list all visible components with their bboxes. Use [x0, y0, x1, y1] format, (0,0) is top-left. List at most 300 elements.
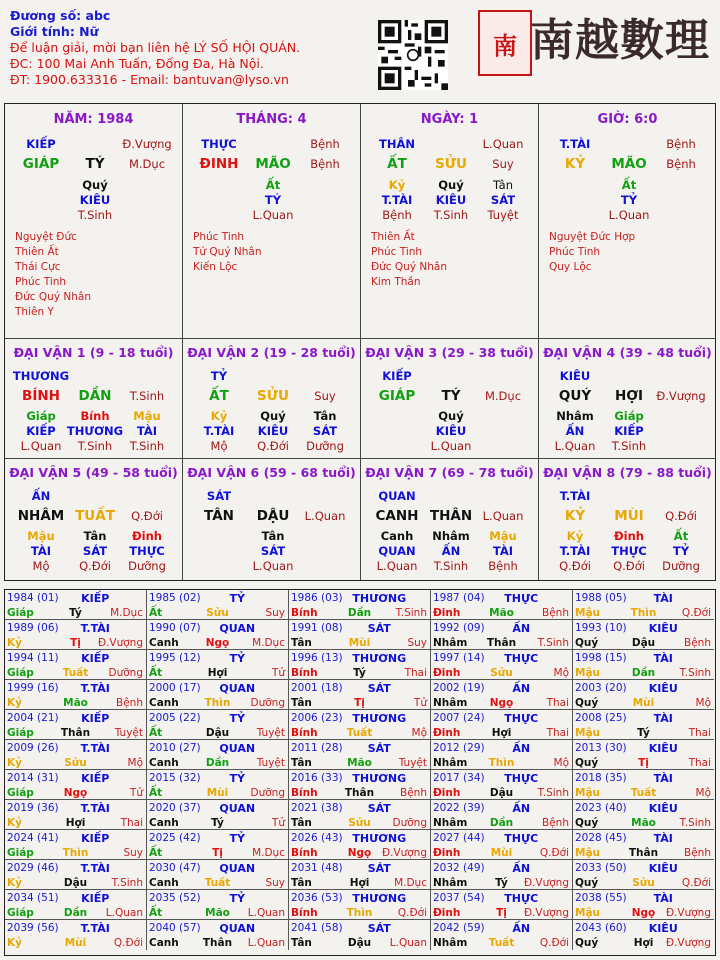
luu-nien-year: 2035 (52): [149, 892, 201, 904]
luu-nien-branch: Tý: [353, 667, 366, 679]
luu-nien-state: T.Sinh: [395, 607, 427, 619]
luu-nien-state: L.Quan: [247, 937, 285, 949]
luu-nien-cell: [147, 590, 289, 620]
luu-nien-cell: [573, 740, 714, 770]
luu-nien-thap-than: ẤN: [512, 742, 531, 755]
luu-nien-branch: Mùi: [64, 937, 87, 949]
hidden-stem: Tân: [492, 178, 514, 192]
luu-nien-cell: [147, 650, 289, 680]
luu-nien-cell: [5, 650, 147, 680]
hidden-thap-than: ẤN: [441, 544, 461, 558]
hidden-thap-than: T.TÀI: [381, 193, 413, 207]
hidden-state: Q.Đới: [79, 559, 111, 573]
pillar-truong-sinh: Bệnh: [666, 137, 696, 151]
hidden-thap-than: SÁT: [312, 424, 338, 438]
luu-nien-year: 2003 (20): [575, 682, 627, 694]
luu-nien-branch: Hợi: [491, 727, 512, 739]
luu-nien-cell: [5, 590, 147, 620]
luu-nien-year: 1995 (12): [149, 652, 201, 664]
luu-nien-cell: [5, 770, 147, 800]
luu-nien-cell: [147, 770, 289, 800]
hidden-stem: Kỷ: [388, 178, 406, 192]
luu-nien-stem: Kỷ: [7, 817, 22, 829]
pillar-branch-state: Bệnh: [310, 157, 340, 171]
luu-nien-year: 2022 (39): [433, 802, 485, 814]
luu-nien-branch: Tị: [496, 907, 507, 919]
luu-nien-branch: Tị: [638, 757, 649, 769]
hidden-state: Mộ: [210, 439, 228, 453]
hidden-thap-than: SÁT: [82, 544, 108, 558]
luu-nien-branch: Mão: [205, 907, 230, 919]
luu-nien-cell: [431, 740, 573, 770]
luu-nien-stem: Đinh: [433, 667, 461, 679]
luu-nien-thap-than: TÀI: [653, 892, 673, 905]
luu-nien-stem: Canh: [149, 757, 179, 769]
luu-nien-stem: Giáp: [7, 607, 34, 619]
bazi-grid: [4, 103, 716, 581]
luu-nien-cell: [573, 800, 714, 830]
luu-nien-branch: Thìn: [346, 907, 373, 919]
hidden-stem: Tân: [313, 409, 337, 423]
qr-code-icon: [378, 20, 448, 90]
hidden-state: Bệnh: [488, 559, 518, 573]
luu-nien-branch: Tuất: [630, 787, 657, 799]
luu-nien-year: 2034 (51): [7, 892, 59, 904]
luu-nien-year: 2009 (26): [7, 742, 59, 754]
luu-nien-year: 2010 (27): [149, 742, 201, 754]
luu-nien-thap-than: ẤN: [512, 682, 531, 695]
luu-nien-branch: Sửu: [348, 817, 371, 829]
luu-nien-thap-than: KIẾP: [81, 832, 110, 845]
luu-nien-branch: Dần: [63, 907, 88, 919]
luu-nien-year: 2036 (53): [291, 892, 343, 904]
hidden-state: Bệnh: [382, 208, 412, 222]
luu-nien-year: 2029 (46): [7, 862, 59, 874]
luu-nien-year: 1984 (01): [7, 592, 59, 604]
luu-nien-thap-than: THƯƠNG: [352, 772, 407, 785]
luu-nien-stem: Nhâm: [433, 937, 468, 949]
hidden-stem: Quý: [438, 409, 464, 423]
luu-nien-thap-than: TỶ: [229, 712, 245, 725]
dai-van-stem: BÍNH: [22, 388, 60, 404]
luu-nien-year: 2016 (33): [291, 772, 343, 784]
dai-van-thap-than: KIÊU: [559, 369, 591, 383]
luu-nien-stem: Ất: [149, 667, 163, 679]
pillar-title: GIỜ: 6:0: [597, 112, 658, 127]
luu-nien-year: 1993 (10): [575, 622, 627, 634]
hidden-state: L.Quan: [252, 559, 294, 573]
dai-van-thap-than: THƯƠNG: [12, 369, 70, 383]
luu-nien-state: M.Dục: [252, 847, 285, 859]
luu-nien-stem: Canh: [149, 877, 179, 889]
luu-nien-year: 2014 (31): [7, 772, 59, 784]
luu-nien-stem: Tân: [291, 697, 312, 709]
luu-nien-year: 2042 (59): [433, 922, 485, 934]
hidden-thap-than: TÀI: [136, 424, 158, 438]
luu-nien-year: 1996 (13): [291, 652, 343, 664]
luu-nien-stem: Canh: [149, 937, 179, 949]
luu-nien-branch: Tị: [212, 847, 223, 859]
luu-nien-thap-than: KIẾP: [81, 772, 110, 785]
luu-nien-stem: Quý: [575, 757, 599, 769]
hidden-state: L.Quan: [376, 559, 418, 573]
hidden-thap-than: SÁT: [490, 193, 516, 207]
luu-nien-branch: Dần: [631, 667, 656, 679]
luu-nien-thap-than: SÁT: [367, 682, 391, 695]
luu-nien-year: 2020 (37): [149, 802, 201, 814]
luu-nien-state: Đ.Vượng: [665, 937, 711, 949]
hidden-thap-than: TỶ: [620, 193, 638, 207]
luu-nien-table: [4, 589, 716, 956]
luu-nien-branch: Mão: [489, 607, 514, 619]
luu-nien-branch: Dần: [205, 757, 230, 769]
hidden-state: L.Quan: [554, 439, 596, 453]
star-item: Thiên Ất: [15, 246, 59, 258]
hidden-state: L.Quan: [252, 208, 294, 222]
luu-nien-year: 2000 (17): [149, 682, 201, 694]
luu-nien-branch: Tuất: [488, 937, 515, 949]
luu-nien-stem: Ất: [149, 847, 163, 859]
luu-nien-stem: Đinh: [433, 607, 461, 619]
luu-nien-stem: Bính: [291, 727, 318, 739]
dai-van-state: M.Dục: [484, 389, 522, 403]
luu-nien-stem: Nhâm: [433, 877, 468, 889]
luu-nien-year: 1999 (16): [7, 682, 59, 694]
luu-nien-thap-than: TÀI: [653, 832, 673, 845]
luu-nien-stem: Canh: [149, 637, 179, 649]
star-item: Thái Cực: [15, 261, 61, 273]
pillar-branch: MÃO: [255, 156, 291, 172]
luu-nien-stem: Mậu: [575, 607, 601, 619]
star-item: Kiến Lộc: [193, 261, 238, 273]
luu-nien-year: 2031 (48): [291, 862, 343, 874]
luu-nien-cell: [431, 890, 573, 920]
luu-nien-cell: [5, 680, 147, 710]
luu-nien-state: Thai: [404, 667, 427, 679]
luu-nien-cell: [431, 710, 573, 740]
pillar-branch: TÝ: [85, 156, 105, 172]
hidden-stem: Mậu: [27, 529, 55, 543]
dai-van-thap-than: TỶ: [210, 369, 228, 383]
luu-nien-state: Tuyệt: [398, 757, 427, 769]
hidden-thap-than: THỰC: [129, 544, 165, 558]
luu-nien-cell: [289, 800, 431, 830]
pillar-truong-sinh: L.Quan: [482, 137, 524, 151]
luu-nien-state: Mộ: [411, 727, 427, 739]
luu-nien-stem: Kỷ: [7, 757, 22, 769]
hidden-stem: Nhâm: [556, 409, 594, 423]
luu-nien-year: 2023 (40): [575, 802, 627, 814]
hidden-stem: Đinh: [132, 529, 162, 543]
luu-nien-stem: Nhâm: [433, 817, 468, 829]
star-item: Kim Thần: [371, 276, 421, 288]
luu-nien-thap-than: THỰC: [504, 772, 539, 785]
dai-van-state: Q.Đới: [131, 509, 163, 523]
luu-nien-state: Suy: [123, 847, 143, 859]
luu-nien-year: 2006 (23): [291, 712, 343, 724]
luu-nien-thap-than: ẤN: [512, 622, 531, 635]
luu-nien-thap-than: KIÊU: [648, 922, 678, 935]
luu-nien-state: Q.Đới: [539, 847, 569, 859]
luu-nien-cell: [431, 860, 573, 890]
luu-nien-stem: Tân: [291, 817, 312, 829]
luu-nien-stem: Mậu: [575, 727, 601, 739]
luu-nien-stem: Kỷ: [7, 697, 22, 709]
hidden-stem: Quý: [82, 178, 108, 192]
star-item: Tứ Quý Nhân: [193, 246, 262, 258]
luu-nien-thap-than: TỶ: [229, 592, 245, 605]
hidden-thap-than: ẤN: [565, 424, 585, 438]
dai-van-branch: MÙI: [614, 508, 644, 524]
dai-van-branch: DẬU: [256, 508, 290, 524]
luu-nien-stem: Ất: [149, 607, 163, 619]
luu-nien-year: 2037 (54): [433, 892, 485, 904]
luu-nien-state: L.Quan: [389, 937, 427, 949]
pillar-stem: ĐINH: [199, 156, 239, 172]
luu-nien-branch: Dậu: [63, 877, 88, 889]
luu-nien-branch: Sửu: [206, 607, 229, 619]
luu-nien-state: Tử: [413, 697, 427, 709]
luu-nien-thap-than: THƯƠNG: [352, 592, 407, 605]
pillar-title: THÁNG: 4: [236, 112, 307, 127]
luu-nien-thap-than: T.TÀI: [80, 922, 110, 935]
luu-nien-stem: Bính: [291, 667, 318, 679]
luu-nien-branch: Thìn: [630, 607, 657, 619]
luu-nien-state: Bệnh: [684, 847, 711, 859]
luu-nien-thap-than: T.TÀI: [80, 622, 110, 635]
luu-nien-state: Mộ: [695, 787, 711, 799]
luu-nien-year: 2011 (28): [291, 742, 343, 754]
luu-nien-state: Thai: [546, 697, 569, 709]
luu-nien-state: M.Dục: [252, 637, 285, 649]
luu-nien-state: Mộ: [127, 757, 143, 769]
dai-van-cell: [5, 339, 183, 459]
luu-nien-thap-than: T.TÀI: [80, 682, 110, 695]
luu-nien-branch: Sửu: [632, 877, 655, 889]
dai-van-title: ĐẠI VẬN 2 (19 - 28 tuổi): [187, 345, 356, 360]
luu-nien-state: M.Dục: [394, 877, 427, 889]
pillar-day: [361, 104, 539, 339]
hidden-state: T.Sinh: [433, 559, 469, 573]
luu-nien-branch: Mão: [347, 757, 372, 769]
dai-van-cell: [539, 339, 716, 459]
luu-nien-stem: Đinh: [433, 787, 461, 799]
luu-nien-cell: [289, 920, 431, 950]
luu-nien-year: 2025 (42): [149, 832, 201, 844]
hidden-stem: Canh: [380, 529, 414, 543]
luu-nien-state: Thai: [688, 757, 711, 769]
luu-nien-cell: [573, 890, 714, 920]
luu-nien-year: 2002 (19): [433, 682, 485, 694]
luu-nien-branch: Mùi: [206, 787, 229, 799]
dai-van-state: L.Quan: [482, 509, 524, 523]
luu-nien-branch: Mão: [63, 697, 88, 709]
luu-nien-state: Đ.Vượng: [381, 847, 427, 859]
dai-van-thap-than: T.TÀI: [559, 489, 591, 503]
luu-nien-thap-than: THỰC: [504, 892, 539, 905]
luu-nien-thap-than: THƯƠNG: [352, 712, 407, 725]
pillar-title: NGÀY: 1: [420, 112, 479, 127]
seal-text: 南: [493, 30, 517, 60]
dai-van-title: ĐẠI VẬN 5 (49 - 58 tuổi): [9, 465, 178, 480]
dai-van-stem: GIÁP: [378, 388, 416, 404]
star-item: Phúc Tinh: [549, 246, 601, 258]
luu-nien-stem: Giáp: [7, 787, 34, 799]
luu-nien-stem: Quý: [575, 877, 599, 889]
dai-van-branch: DẦN: [78, 388, 112, 404]
luu-nien-year: 2015 (32): [149, 772, 201, 784]
hidden-thap-than: KIÊU: [435, 193, 467, 207]
phone-email: ĐT: 1900.633316 - Email: bantuvan@lyso.vn: [10, 72, 289, 87]
luu-nien-thap-than: QUAN: [219, 922, 256, 935]
hidden-state: T.Sinh: [77, 208, 113, 222]
luu-nien-year: 2005 (22): [149, 712, 201, 724]
luu-nien-state: M.Dục: [110, 607, 143, 619]
luu-nien-state: Dưỡng: [392, 817, 427, 829]
hidden-state: T.Sinh: [77, 439, 113, 453]
luu-nien-thap-than: TÀI: [653, 712, 673, 725]
hidden-thap-than: TỶ: [672, 544, 690, 558]
hidden-thap-than: TÀI: [30, 544, 52, 558]
luu-nien-year: 1988 (05): [575, 592, 627, 604]
luu-nien-state: Đ.Vượng: [523, 907, 569, 919]
luu-nien-branch: Tuất: [62, 667, 89, 679]
luu-nien-year: 2004 (21): [7, 712, 59, 724]
luu-nien-branch: Hợi: [65, 817, 86, 829]
luu-nien-branch: Dậu: [489, 787, 514, 799]
luu-nien-year: 2019 (36): [7, 802, 59, 814]
hidden-stem: Ất: [673, 529, 689, 543]
hidden-state: L.Quan: [608, 208, 650, 222]
hidden-thap-than: THỰC: [611, 544, 647, 558]
luu-nien-stem: Giáp: [7, 727, 34, 739]
luu-nien-cell: [147, 920, 289, 950]
luu-nien-branch: Dần: [347, 607, 372, 619]
pillar-stem: GIÁP: [22, 156, 60, 172]
luu-nien-cell: [147, 860, 289, 890]
luu-nien-cell: [573, 680, 714, 710]
dai-van-stem: TÂN: [204, 508, 234, 524]
luu-nien-branch: Thìn: [488, 757, 515, 769]
luu-nien-year: 2008 (25): [575, 712, 627, 724]
luu-nien-year: 2033 (50): [575, 862, 627, 874]
luu-nien-year: 1989 (06): [7, 622, 59, 634]
luu-nien-cell: [5, 830, 147, 860]
luu-nien-stem: Bính: [291, 847, 318, 859]
luu-nien-stem: Giáp: [7, 667, 34, 679]
luu-nien-state: Suy: [265, 877, 285, 889]
pillar-truong-sinh: Bệnh: [310, 137, 340, 151]
dai-van-title: ĐẠI VẬN 1 (9 - 18 tuổi): [13, 345, 174, 360]
star-item: Thiên Ất: [371, 231, 415, 243]
luu-nien-state: Bệnh: [400, 787, 427, 799]
pillar-stem: KỶ: [564, 156, 586, 172]
dai-van-stem: KỶ: [564, 508, 586, 524]
luu-nien-stem: Nhâm: [433, 637, 468, 649]
luu-nien-cell: [573, 620, 714, 650]
dai-van-state: T.Sinh: [129, 389, 165, 403]
luu-nien-branch: Thân: [60, 727, 91, 739]
luu-nien-state: Tử: [271, 817, 285, 829]
luu-nien-stem: Giáp: [7, 907, 34, 919]
pillar-month: [183, 104, 361, 339]
hidden-stem: Giáp: [26, 409, 56, 423]
luu-nien-stem: Tân: [291, 937, 312, 949]
luu-nien-cell: [147, 620, 289, 650]
luu-nien-state: Dưỡng: [108, 667, 143, 679]
dai-van-title: ĐẠI VẬN 6 (59 - 68 tuổi): [187, 465, 356, 480]
hidden-state: T.Sinh: [433, 208, 469, 222]
hidden-state: Q.Đới: [559, 559, 591, 573]
luu-nien-state: L.Quan: [105, 907, 143, 919]
luu-nien-state: Suy: [265, 607, 285, 619]
luu-nien-branch: Dậu: [631, 637, 656, 649]
luu-nien-year: 1991 (08): [291, 622, 343, 634]
luu-nien-stem: Mậu: [575, 667, 601, 679]
luu-nien-cell: [289, 890, 431, 920]
hidden-stem: Bính: [80, 409, 110, 423]
luu-nien-thap-than: KIẾP: [81, 712, 110, 725]
luu-nien-thap-than: SÁT: [367, 922, 391, 935]
hidden-thap-than: TÝ: [264, 193, 282, 207]
luu-nien-branch: Tị: [354, 697, 365, 709]
luu-nien-year: 2001 (18): [291, 682, 343, 694]
hidden-thap-than: QUAN: [378, 544, 416, 558]
pillar-stars: [549, 230, 635, 275]
luu-nien-branch: Ngọ: [489, 697, 514, 709]
luu-nien-branch: Thìn: [204, 697, 231, 709]
dai-van-branch: TÝ: [441, 388, 461, 404]
luu-nien-thap-than: ẤN: [512, 862, 531, 875]
luu-nien-stem: Ất: [149, 907, 163, 919]
dai-van-stem: NHÂM: [17, 508, 65, 524]
header-info: [10, 8, 300, 88]
contact-invite: Để luận giải, mời bạn liên hệ LÝ SỐ HỘI QUÁN.: [10, 40, 301, 55]
luu-nien-year: 1985 (02): [149, 592, 201, 604]
luu-nien-stem: Quý: [575, 937, 599, 949]
hidden-stem: Kỷ: [566, 529, 584, 543]
luu-nien-branch: Tý: [495, 877, 508, 889]
luu-nien-branch: Hợi: [349, 877, 370, 889]
luu-nien-cell: [289, 860, 431, 890]
dai-van-title: ĐẠI VẬN 4 (39 - 48 tuổi): [543, 345, 712, 360]
star-item: Phúc Tinh: [371, 246, 423, 258]
luu-nien-branch: Thìn: [62, 847, 89, 859]
luu-nien-branch: Thân: [486, 637, 517, 649]
luu-nien-year: 2027 (44): [433, 832, 485, 844]
hidden-state: Dưỡng: [306, 439, 344, 453]
luu-nien-year: 2007 (24): [433, 712, 485, 724]
luu-nien-stem: Canh: [149, 697, 179, 709]
luu-nien-state: Dưỡng: [250, 787, 285, 799]
hidden-stem: Mậu: [133, 409, 161, 423]
luu-nien-cell: [573, 830, 714, 860]
pillar-title: NĂM: 1984: [53, 112, 134, 127]
luu-nien-thap-than: KIẾP: [81, 892, 110, 905]
luu-nien-branch: Ngọ: [631, 907, 656, 919]
luu-nien-state: Đ.Vượng: [97, 637, 143, 649]
luu-nien-branch: Dần: [489, 817, 514, 829]
luu-nien-cell: [573, 920, 714, 950]
luu-nien-thap-than: TÀI: [653, 592, 673, 605]
luu-nien-stem: Quý: [575, 697, 599, 709]
luu-nien-branch: Tuất: [346, 727, 373, 739]
dai-van-stem: ẤT: [209, 388, 229, 404]
star-item: Thiên Y: [15, 306, 54, 318]
luu-nien-branch: Sửu: [64, 757, 87, 769]
luu-nien-year: 2030 (47): [149, 862, 201, 874]
luu-nien-year: 2012 (29): [433, 742, 485, 754]
